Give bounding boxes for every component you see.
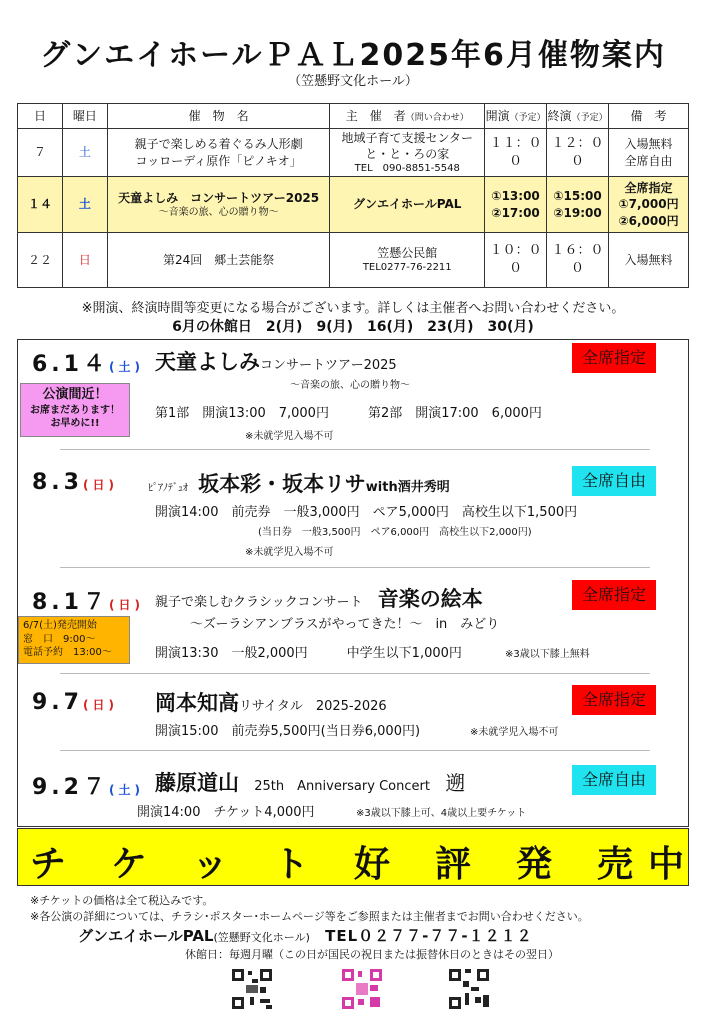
organizer-line: 笠懸公民館 — [377, 246, 438, 261]
note-line: 全席指定 — [624, 181, 673, 196]
table-row — [18, 129, 689, 177]
event-subtitle: ～音楽の旅、心の贈り物～ — [158, 206, 279, 218]
event-date-text: 9.7 — [32, 690, 83, 715]
cell-end: １６：００ — [547, 233, 609, 288]
event-dow: (土) — [108, 783, 144, 797]
header-end-label: 終演 — [547, 108, 572, 123]
divider — [60, 449, 650, 450]
organizer-tel: TEL 090-8851-5548 — [354, 162, 460, 174]
event-title-main: 岡本知高 — [155, 691, 239, 715]
cell-end — [547, 177, 609, 233]
banner-char: 中 — [648, 844, 685, 885]
end-time: ②19:00 — [553, 205, 602, 220]
hall-tel: TEL０２７７-７７-１２１２ — [325, 927, 533, 945]
header-dow: 曜日 — [62, 104, 107, 129]
event-note: ※未就学児入場不可 — [245, 547, 334, 558]
event-date — [32, 347, 144, 378]
event-info: 第1部 開演13:00 7,000円 第2部 開演17:00 6,000円 — [155, 406, 542, 421]
event-note: ※未就学児入場不可 — [245, 431, 334, 442]
cell-event — [107, 129, 330, 177]
hall-subname: (笠懸野文化ホール) — [213, 931, 310, 944]
table-header-row — [18, 104, 689, 129]
event-note: ※3歳以下膝上可、4歳以上要チケット — [356, 808, 527, 819]
banner-char: 発 — [516, 844, 553, 885]
banner-char: 評 — [435, 844, 472, 885]
banner-char: 売 — [597, 844, 634, 885]
event-info: 開演13:30 一般2,000円 中学生以下1,000円 — [155, 646, 462, 661]
header-end — [547, 104, 609, 129]
event-line: 親子で楽しめる着ぐるみ人形劇 — [134, 137, 303, 152]
header-start — [485, 104, 547, 129]
banner-char: チ — [30, 844, 67, 885]
cell-organizer — [330, 129, 485, 177]
cell-event: 第24回 郷土芸能祭 — [107, 233, 330, 288]
organizer-line: 地域子育て支援センター — [341, 130, 473, 145]
event-date — [32, 585, 144, 616]
ticket-sale-banner — [17, 828, 689, 886]
event-date-text: 8.3 — [32, 470, 83, 495]
event-title — [155, 346, 397, 376]
presale-line: 電話予約 13:00～ — [23, 647, 112, 658]
note-line: ①7,000円 — [618, 197, 679, 212]
seating-badge: 全席自由 — [572, 765, 656, 795]
header-start-label: 開演 — [485, 108, 510, 123]
event-note: ※3歳以下膝上無料 — [505, 649, 590, 660]
event-dow: (日) — [82, 478, 118, 492]
event-date-text: 6.1４ — [32, 352, 109, 377]
event-prefix: 親子で楽しむクラシックコンサート — [155, 595, 363, 610]
cell-event — [107, 177, 330, 233]
organizer-line: と・と・ろの家 — [365, 146, 450, 161]
header-note: 備 考 — [609, 104, 689, 129]
tax-note: ※チケットの価格は全て税込みです。 — [30, 894, 214, 907]
page-subtitle: （笠懸野文化ホール） — [288, 74, 418, 89]
qr-code-icon[interactable] — [447, 967, 491, 1011]
note-line: 全席自由 — [624, 153, 673, 168]
event-title — [148, 468, 450, 498]
cell-start — [485, 177, 547, 233]
event-subtitle: ～ズーラシアンブラスがやってきた！～ in みどり — [190, 617, 500, 632]
presale-badge — [18, 616, 130, 664]
promo-line: お早めに!! — [50, 418, 100, 430]
event-note: ※未就学児入場不可 — [470, 727, 559, 738]
event-title — [155, 687, 387, 717]
event-date — [32, 770, 144, 801]
cell-day: ２２ — [18, 233, 63, 288]
event-dow: (土) — [108, 360, 144, 374]
cell-end: １２：００ — [547, 129, 609, 177]
event-date — [32, 470, 118, 495]
details-note: ※各公演の詳細については、チラシ･ポスター･ホームページ等をご参照または主催者までお問い合わせください。 — [30, 910, 589, 923]
cell-organizer: グンエイホールPAL — [330, 177, 485, 233]
cell-dow: 土 — [62, 177, 107, 233]
event-info: 開演15:00 前売券5,500円(当日券6,000円) — [155, 724, 421, 739]
event-title — [155, 583, 483, 613]
table-row — [18, 233, 689, 288]
event-title-main: 藤原道山 — [155, 771, 239, 795]
event-title-suffix: with酒井秀明 — [365, 480, 450, 495]
table-row-highlighted — [18, 177, 689, 233]
cell-dow: 土 — [62, 129, 107, 177]
presale-line: 窓 口 9:00～ — [23, 633, 96, 645]
start-time: ①13:00 — [491, 189, 540, 204]
hall-contact — [78, 925, 533, 946]
header-organizer-label: 主 催 者 — [345, 108, 406, 123]
header-end-hint: （予定） — [571, 112, 608, 123]
schedule-table — [17, 103, 689, 288]
event-title-suffix: リサイタル 2025-2026 — [239, 699, 387, 714]
qr-code-icon[interactable] — [230, 967, 274, 1011]
closed-days: 6月の休館日 2(月) 9(月) 16(月) 23(月) 30(月) — [172, 319, 534, 335]
promo-line: 公演間近！ — [42, 387, 108, 402]
cell-note — [609, 177, 689, 233]
header-organizer-hint: （問い合わせ） — [405, 112, 469, 123]
event-prefix: ﾋﾟｱﾉﾃﾞｭｵ — [148, 483, 188, 494]
event-title-suffix: コンサートツアー2025 — [260, 358, 397, 373]
seating-badge: 全席自由 — [572, 466, 656, 496]
header-start-hint: （予定） — [509, 112, 546, 123]
presale-line: 6/7(土)発売開始 — [23, 620, 97, 631]
seating-badge: 全席指定 — [572, 685, 656, 715]
header-event: 催 物 名 — [107, 104, 330, 129]
banner-char: ッ — [192, 844, 229, 885]
divider — [60, 750, 650, 751]
start-time: ②17:00 — [491, 205, 540, 220]
organizer-tel: TEL0277-76-2211 — [362, 262, 452, 274]
seating-badge: 全席指定 — [572, 580, 656, 610]
event-line: コッローディ原作「ピノキオ」 — [135, 153, 302, 168]
event-info: 開演14:00 チケット4,000円 — [137, 805, 315, 820]
cell-note — [609, 129, 689, 177]
cell-start: １１：００ — [485, 129, 547, 177]
event-date-text: 8.1７ — [32, 590, 109, 615]
event-title-main: 音楽の絵本 — [377, 587, 483, 611]
banner-char: 好 — [354, 844, 391, 885]
event-line: 天童よしみ コンサートツアー2025 — [118, 190, 320, 205]
hall-name: グンエイホールPAL — [78, 927, 214, 945]
header-organizer — [330, 104, 485, 129]
cell-organizer — [330, 233, 485, 288]
banner-char: ト — [273, 844, 310, 885]
divider — [60, 567, 650, 568]
event-subtitle: ～音楽の旅、心の贈り物～ — [290, 380, 410, 391]
closed-info: 休館日：毎週月曜（この日が国民の祝日または振替休日のときはその翌日） — [185, 948, 559, 961]
page-title: グンエイホールＰＡＬ2025年6月催物案内 — [40, 38, 666, 73]
banner-char: ケ — [111, 844, 148, 885]
event-dow: (日) — [82, 698, 118, 712]
change-notice: ※開演、終演時間等変更になる場合がございます。詳しくは主催者へお問い合わせください。 — [81, 301, 625, 316]
cell-note: 入場無料 — [609, 233, 689, 288]
note-line: 入場無料 — [624, 137, 673, 152]
event-title-suffix: 25th Anniversary Concert — [254, 779, 430, 794]
cell-start: １０：００ — [485, 233, 547, 288]
cell-day: ７ — [18, 129, 63, 177]
note-line: ②6,000円 — [618, 213, 679, 228]
artist-logo-mark: 遡 — [445, 771, 466, 795]
promo-badge — [20, 383, 130, 437]
end-time: ①15:00 — [553, 189, 602, 204]
cell-dow: 日 — [62, 233, 107, 288]
event-title-main: 坂本彩・坂本リサ — [198, 472, 366, 496]
event-info: 開演14:00 前売券 一般3,000円 ペア5,000円 高校生以下1,500円 — [155, 505, 578, 520]
cell-day: １４ — [18, 177, 63, 233]
event-dow: (日) — [108, 598, 144, 612]
event-date — [32, 690, 118, 715]
divider — [60, 673, 650, 674]
event-title — [155, 767, 465, 797]
promo-line: お席まだあります！ — [30, 404, 120, 416]
seating-badge: 全席指定 — [572, 343, 656, 373]
event-date-text: 9.2７ — [32, 775, 109, 800]
header-day: 日 — [18, 104, 63, 129]
qr-code-icon[interactable] — [340, 967, 384, 1011]
event-info-sub: (当日券 一般3,500円 ペア6,000円 高校生以下2,000円) — [258, 527, 532, 538]
event-title-main: 天童よしみ — [155, 350, 260, 374]
